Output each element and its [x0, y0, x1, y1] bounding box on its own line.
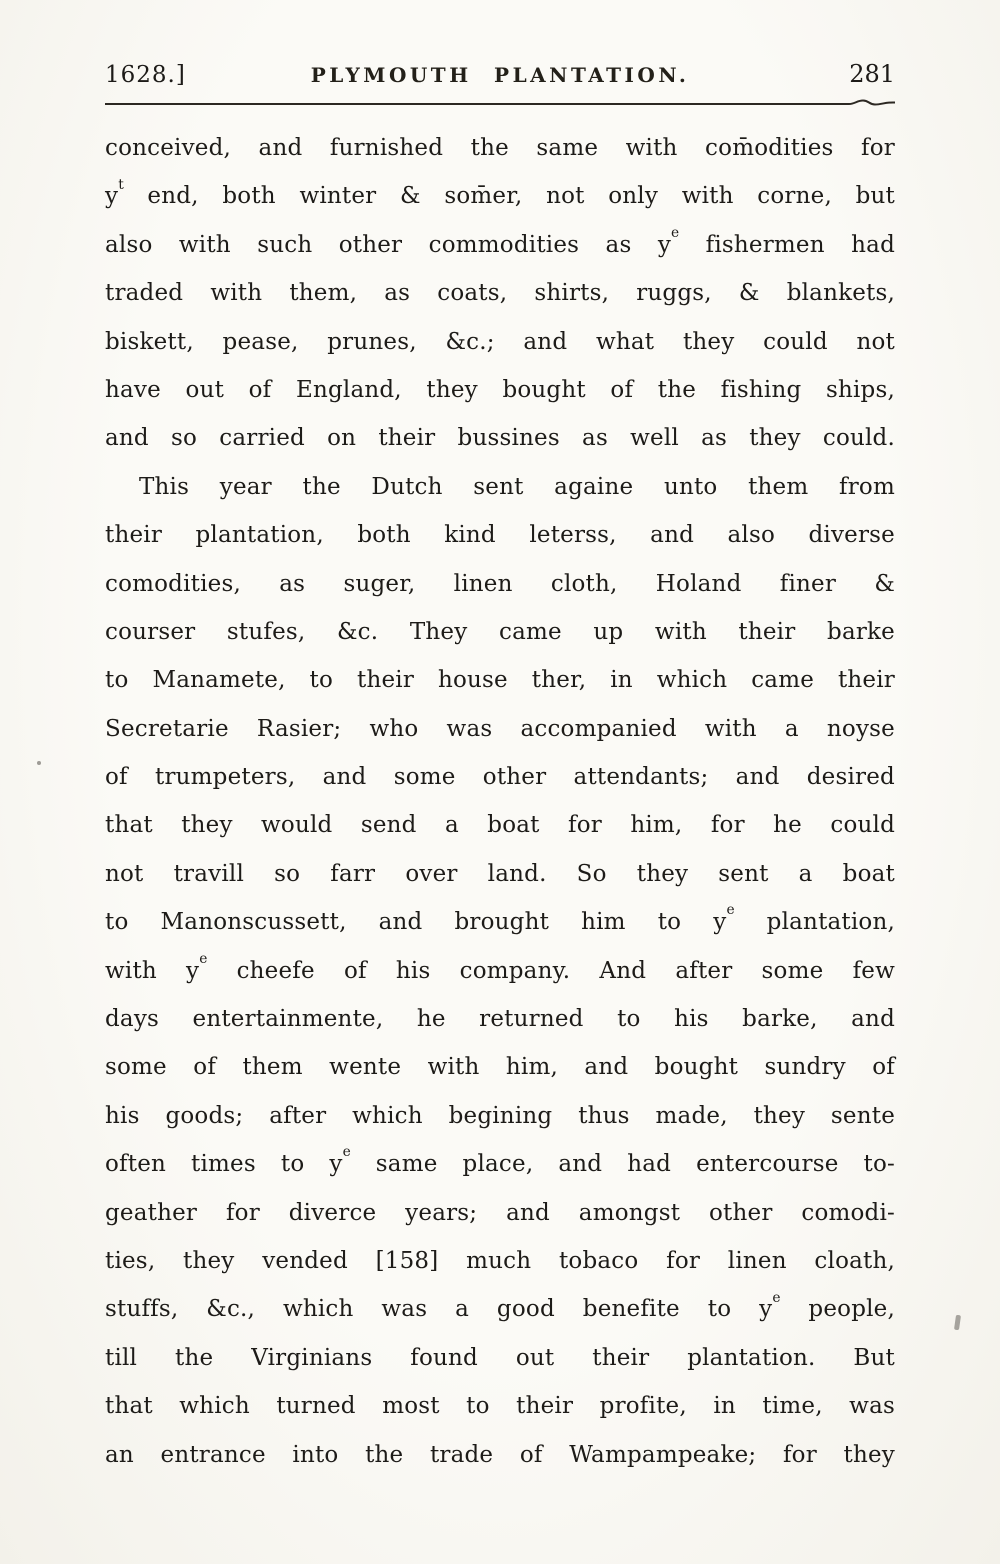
header-page-number: 281	[849, 60, 895, 88]
text-line: till the Virginians found out their plantation. But	[105, 1344, 895, 1371]
text-line: conceived, and furnished the same with com̄odities for	[105, 135, 895, 161]
header-rule	[105, 99, 895, 109]
text-line: comodities, as suger, linen cloth, Holand finer &	[105, 570, 895, 597]
text-line: to Manonscussett, and brought him to $y^e$ plantation,	[105, 902, 895, 936]
page-header	[105, 0, 895, 88]
text-line: and so carried on their bussines as well as they could.	[105, 425, 895, 452]
paragraph	[105, 463, 895, 1479]
text-line: traded with them, as coats, shirts, ruggs, & blankets,	[105, 280, 895, 307]
page-body	[105, 124, 895, 1479]
text-line: that they would send a boat for him, for he could	[105, 812, 895, 839]
text-line: that which turned most to their profite, in time, was	[105, 1393, 895, 1420]
header-title: PLYMOUTH PLANTATION.	[310, 63, 690, 87]
text-line: some of them wente with him, and bought sundry of	[105, 1054, 895, 1081]
text-line: of trumpeters, and some other attendants; and desired	[105, 764, 895, 791]
paragraph	[105, 124, 895, 463]
text-line: also with such other commodities as $y^e$ fishermen had	[105, 224, 895, 258]
text-line: their plantation, both kind leterss, and also diverse	[105, 522, 895, 549]
header-year: 1628.]	[105, 62, 186, 88]
text-column	[105, 0, 895, 1479]
text-line: Secretarie Rasier; who was accompanied with a noyse	[105, 715, 895, 742]
text-line: often times to $y^e$ same place, and had entercourse to-	[105, 1144, 895, 1178]
text-line: stuffs, &c., which was a good benefite to $y^e$ people,	[105, 1289, 895, 1323]
text-line: with $y^e$ cheefe of his company. And after some few	[105, 950, 895, 984]
text-line: days entertainmente, he returned to his barke, and	[105, 1006, 895, 1033]
scan-speck-right	[954, 1315, 961, 1331]
scan-speck-left	[37, 761, 41, 765]
text-line: biskett, pease, prunes, &c.; and what they could not	[105, 328, 895, 355]
text-line: to Manamete, to their house ther, in which came their	[105, 667, 895, 694]
header-rule-line	[105, 99, 895, 109]
text-line: This year the Dutch sent againe unto them from	[139, 473, 895, 500]
text-line: not travill so farr over land. So they sent a boat	[105, 860, 895, 887]
text-line: his goods; after which begining thus made, they sente	[105, 1102, 895, 1129]
text-line: have out of England, they bought of the fishing ships,	[105, 376, 895, 403]
text-line: geather for diverce years; and amongst other comodi-	[105, 1199, 895, 1226]
text-line: ties, they vended [158] much tobaco for linen cloath,	[105, 1247, 895, 1274]
text-line: courser stufes, &c. They came up with their barke	[105, 618, 895, 645]
text-line: an entrance into the trade of Wampampeake; for they	[105, 1441, 895, 1468]
text-line: $y^t$ end, both winter & som̄er, not only with corne, but	[105, 176, 895, 210]
